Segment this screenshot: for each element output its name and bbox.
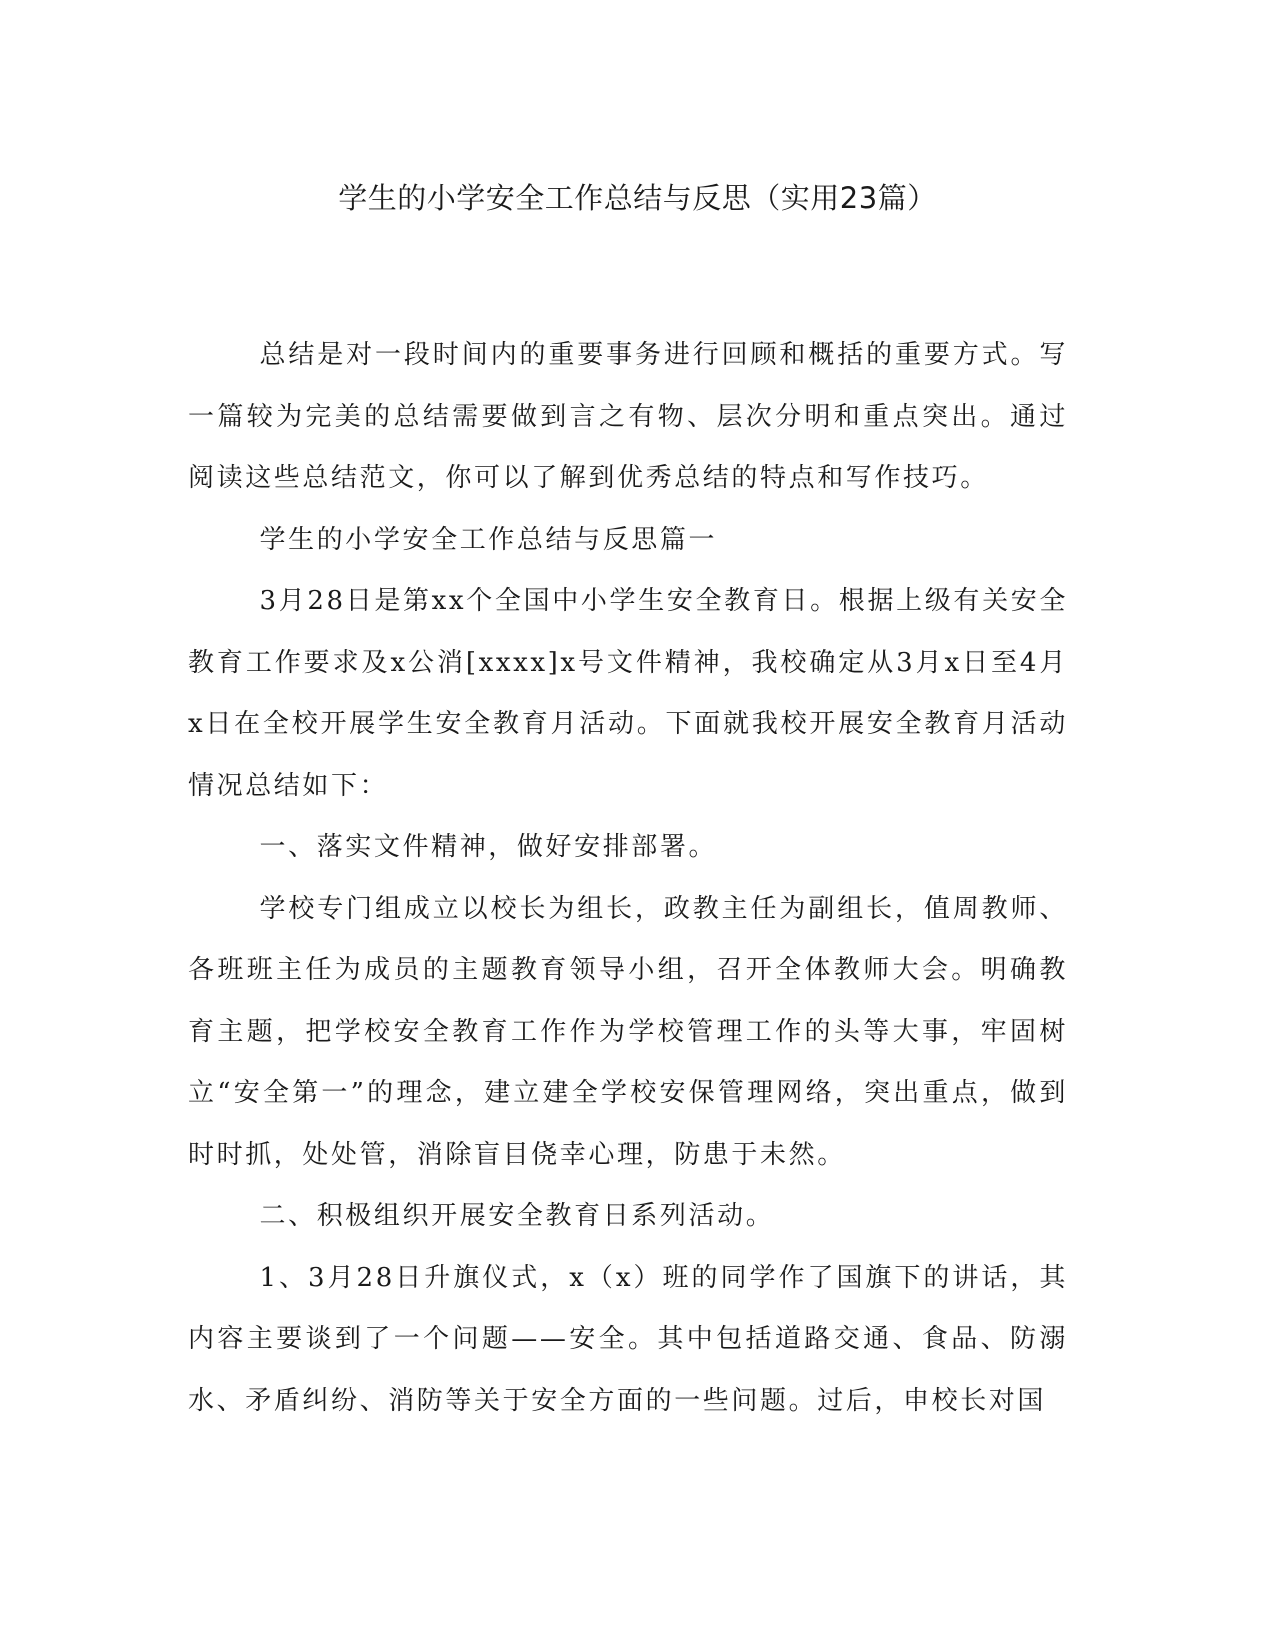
body-paragraph-flag-ceremony: 1、3月28日升旗仪式，x（x）班的同学作了国旗下的讲话，其内容主要谈到了一个问题——安全。其中包括道路交通、食品、防溺水、矛盾纠纷、消防等关于安全方面的一些问题。过后，申校长对国 <box>188 1262 1068 1416</box>
body-paragraph-leadership: 学校专门组成立以校长为组长，政教主任为副组长，值周教师、各班班主任为成员的主题教育领导小组，召开全体教师大会。明确教育主题，把学校安全教育工作作为学校管理工作的头等大事，牢固树立“安全第一”的理念，建立建全学校安保管理网络，突出重点，做到时时抓，处处管，消除盲目侥幸心理，防患于未然。 <box>188 893 1068 1170</box>
document-title: 学生的小学安全工作总结与反思（实用23篇） <box>338 181 937 215</box>
intro-paragraph: 总结是对一段时间内的重要事务进行回顾和概括的重要方式。写一篇较为完美的总结需要做到言之有物、层次分明和重点突出。通过阅读这些总结范文，你可以了解到优秀总结的特点和写作技巧。 <box>188 340 1068 493</box>
subheading-two: 二、积极组织开展安全教育日系列活动。 <box>259 1201 775 1231</box>
section-heading-part-one: 学生的小学安全工作总结与反思篇一 <box>259 524 718 555</box>
document-body <box>188 325 1068 1432</box>
body-paragraph-safety-day: 3月28日是第xx个全国中小学生安全教育日。根据上级有关安全教育工作要求及x公消[xxxx]x号文件精神，我校确定从3月x日至4月x日在全校开展学生安全教育月活动。下面就我校开展安全教育月活动情况总结如下： <box>188 586 1068 801</box>
subheading-one: 一、落实文件精神，做好安排部署。 <box>259 832 718 862</box>
